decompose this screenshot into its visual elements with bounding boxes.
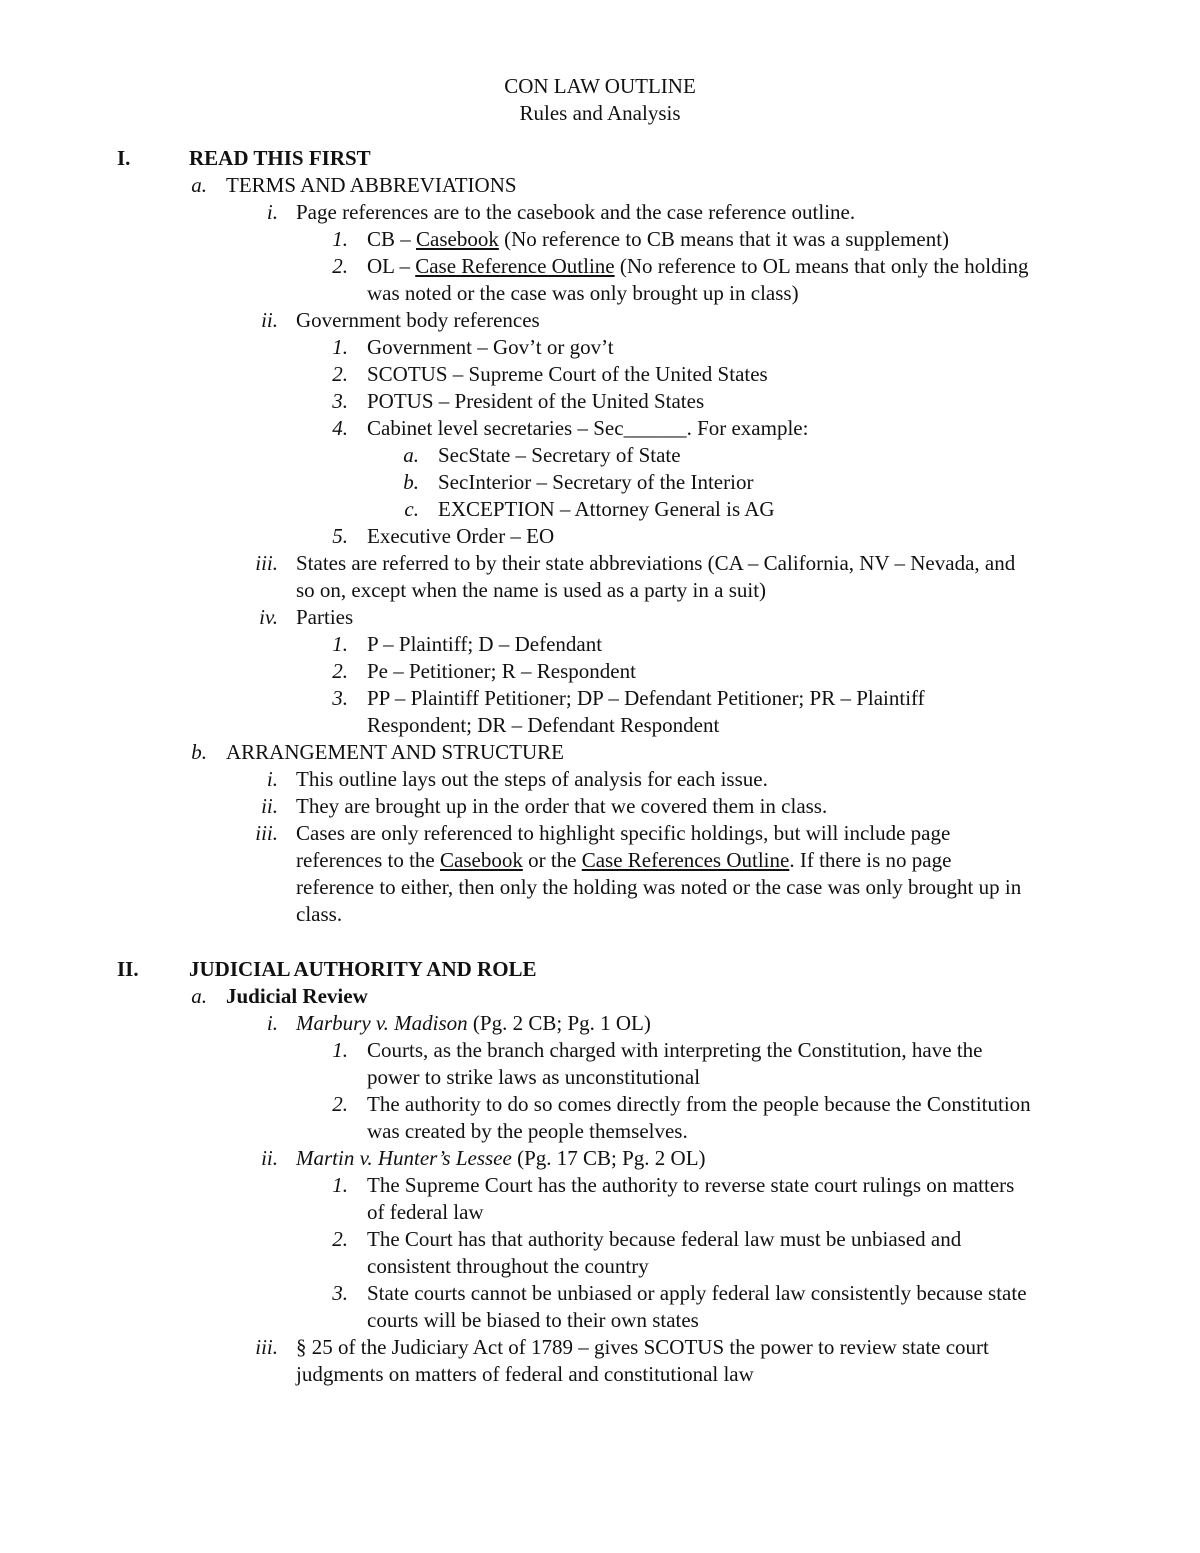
outline-text: This outline lays out the steps of analysis for each issue. [296,767,768,791]
section-2-heading: JUDICIAL AUTHORITY AND ROLE [189,957,537,981]
section-1-numeral: I. [117,146,131,170]
outline-text: POTUS – President of the United States [367,389,705,413]
casebook-link: Casebook [440,848,523,872]
subsection-heading: TERMS AND ABBREVIATIONS [226,173,517,197]
outline-marker: ii. [261,794,278,818]
outline-marker: a. [191,173,207,197]
section-1-heading: READ THIS FIRST [189,146,371,170]
outline-text: SecInterior – Secretary of the Interior [438,470,754,494]
outline-text: Government body references [296,308,540,332]
outline-text: State courts cannot be unbiased or apply federal law consistently because state [367,1281,1027,1305]
outline-marker: 1. [332,335,348,359]
outline-text: The authority to do so comes directly from the people because the Constitution [367,1092,1031,1116]
outline-text: The Supreme Court has the authority to reverse state court rulings on matters [367,1173,1015,1197]
outline-marker: a. [191,984,207,1008]
outline-text-continued: references to the Casebook or the Case References Outline. If there is no page [296,848,952,872]
outline-text: Executive Order – EO [367,524,555,548]
outline-marker: i. [266,767,278,791]
outline-marker: 1. [332,632,348,656]
outline-text: Courts, as the branch charged with interpreting the Constitution, have the [367,1038,983,1062]
outline-marker: 2. [332,1227,348,1251]
outline-marker: iii. [255,1335,278,1359]
outline-text: Parties [296,605,354,629]
outline-marker: 2. [332,1092,348,1116]
document-subtitle: Rules and Analysis [519,101,681,125]
outline-text-continued: reference to either, then only the holding was noted or the case was only brought up in [296,875,1022,899]
subsection-heading: Judicial Review [226,984,368,1008]
outline-text-continued: of federal law [367,1200,484,1224]
outline-text: SCOTUS – Supreme Court of the United States [367,362,768,386]
outline-text: Page references are to the casebook and the case reference outline. [296,200,856,224]
outline-marker: 3. [332,1281,348,1305]
outline-text: Cases are only referenced to highlight specific holdings, but will include page [296,821,951,845]
casebook-link: Casebook [416,227,499,251]
outline-text: Government – Gov’t or gov’t [367,335,614,359]
outline-marker: i. [266,200,278,224]
outline-marker: 4. [332,416,348,440]
outline-marker: iv. [259,605,278,629]
outline-text: Cabinet level secretaries – Sec______. For example: [367,416,809,440]
outline-text-continued: power to strike laws as unconstitutional [367,1065,701,1089]
fill-in-blank: ______ [623,416,687,440]
outline-text: PP – Plaintiff Petitioner; DP – Defendant Petitioner; PR – Plaintiff [367,686,925,710]
outline-marker: i. [266,1011,278,1035]
outline-marker: b. [191,740,207,764]
outline-text: CB – Casebook (No reference to CB means that it was a supplement) [367,227,950,251]
outline-marker: 2. [332,254,348,278]
outline-text-continued: so on, except when the name is used as a party in a suit) [296,578,767,602]
outline-marker: ii. [261,308,278,332]
outline-text: OL – Case Reference Outline (No reference to OL means that only the holding [367,254,1029,278]
case-references-outline-link: Case References Outline [581,848,790,872]
outline-marker: 2. [332,659,348,683]
outline-text: SecState – Secretary of State [438,443,681,467]
subsection-heading: ARRANGEMENT AND STRUCTURE [226,740,564,764]
outline-marker: 1. [332,227,348,251]
outline-text-continued: class. [296,902,343,926]
outline-marker: 3. [332,686,348,710]
outline-text: Pe – Petitioner; R – Respondent [367,659,636,683]
outline-marker: 1. [332,1038,348,1062]
outline-marker: 2. [332,362,348,386]
case-citation: Martin v. Hunter’s Lessee (Pg. 17 CB; Pg. 2 OL) [296,1146,706,1170]
outline-text: EXCEPTION – Attorney General is AG [438,497,775,521]
section-2-numeral: II. [117,957,139,981]
document-title: CON LAW OUTLINE [504,74,696,98]
outline-marker: c. [404,497,419,521]
outline-marker: b. [403,470,419,494]
outline-marker: a. [403,443,419,467]
outline-text: The Court has that authority because federal law must be unbiased and [367,1227,962,1251]
outline-text: § 25 of the Judiciary Act of 1789 – gives SCOTUS the power to review state court [296,1335,989,1359]
outline-marker: iii. [255,821,278,845]
outline-marker: iii. [255,551,278,575]
outline-text-continued: was noted or the case was only brought up in class) [367,281,799,305]
outline-text-continued: courts will be biased to their own states [367,1308,699,1332]
outline-text-continued: consistent throughout the country [367,1254,649,1278]
outline-text: P – Plaintiff; D – Defendant [367,632,603,656]
outline-marker: 3. [332,389,348,413]
outline-text-continued: Respondent; DR – Defendant Respondent [367,713,720,737]
outline-marker: ii. [261,1146,278,1170]
case-name: Marbury v. Madison [296,1011,468,1035]
outline-text-continued: was created by the people themselves. [367,1119,688,1143]
outline-text: States are referred to by their state abbreviations (CA – California, NV – Nevada, and [296,551,1016,575]
outline-marker: 1. [332,1173,348,1197]
case-reference-outline-link: Case Reference Outline [415,254,615,278]
outline-text-continued: judgments on matters of federal and constitutional law [296,1362,754,1386]
case-citation: Marbury v. Madison (Pg. 2 CB; Pg. 1 OL) [296,1011,651,1035]
outline-text: They are brought up in the order that we covered them in class. [296,794,828,818]
case-name: Martin v. Hunter’s Lessee [296,1146,512,1170]
outline-marker: 5. [332,524,348,548]
